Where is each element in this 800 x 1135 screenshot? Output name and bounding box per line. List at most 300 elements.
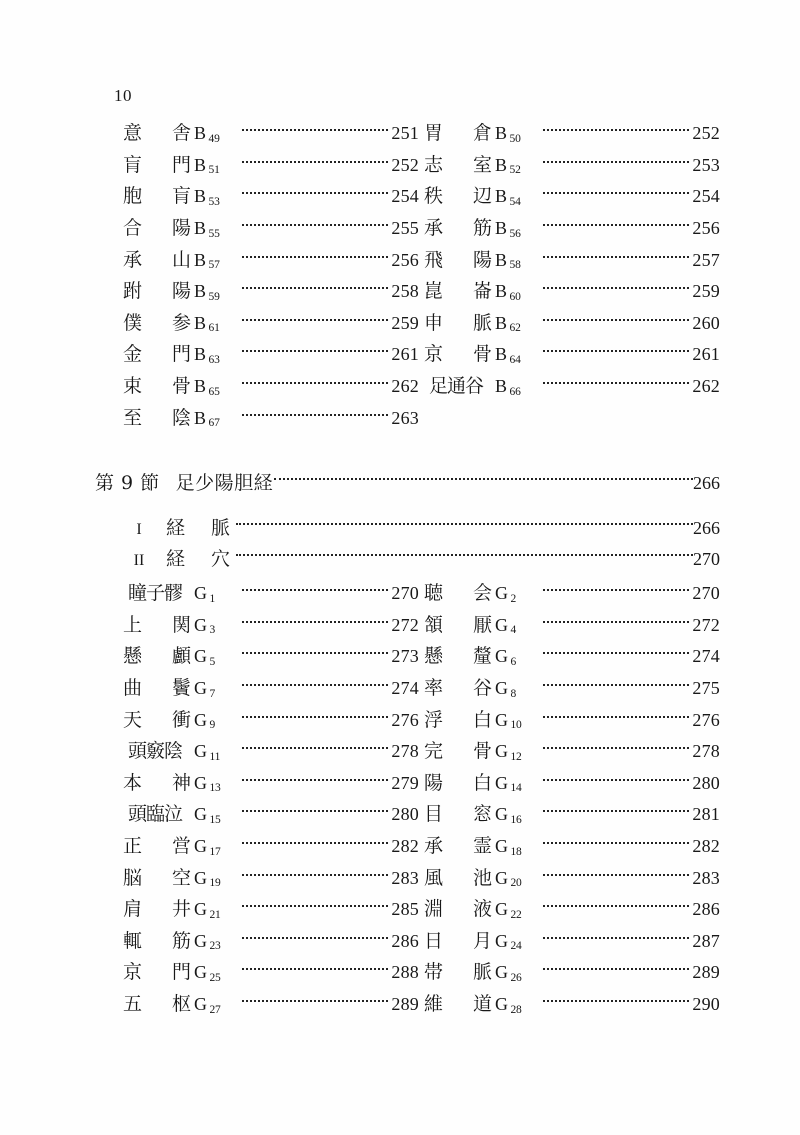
point-page-number: 263 <box>391 407 419 428</box>
toc-entry-row <box>118 118 720 150</box>
toc-entry-row <box>118 339 720 371</box>
dot-leader <box>242 410 388 424</box>
toc-entry[interactable] <box>118 868 419 889</box>
dot-leader <box>242 933 388 947</box>
point-code: G 16 <box>495 804 522 826</box>
point-name <box>419 929 495 952</box>
name-char: 経 <box>166 517 186 539</box>
subentry-numeral: II <box>133 552 145 569</box>
toc-entry-row <box>118 957 720 989</box>
dot-leader <box>242 775 388 789</box>
name-char: 倉 <box>472 122 492 145</box>
dot-leader <box>242 838 388 852</box>
toc-entry[interactable] <box>419 583 720 604</box>
point-code: G 11 <box>194 741 221 763</box>
point-page-number: 273 <box>391 646 419 667</box>
name-char: 神 <box>171 771 191 794</box>
name-char: 本 <box>123 771 143 794</box>
point-page-number: 276 <box>391 709 419 730</box>
point-page-number: 262 <box>391 376 419 397</box>
toc-entry[interactable] <box>419 615 720 636</box>
point-name <box>118 219 194 238</box>
point-code: G 3 <box>194 614 216 637</box>
point-code: B 58 <box>495 249 521 272</box>
dot-leader <box>543 806 689 820</box>
toc-entry[interactable] <box>118 804 419 825</box>
point-code: G 13 <box>194 772 221 795</box>
toc-entry-row <box>118 244 720 276</box>
point-name <box>118 406 194 429</box>
toc-entry-row <box>118 799 720 831</box>
toc-entry[interactable] <box>419 710 720 731</box>
point-code: G 22 <box>495 899 522 921</box>
toc-entry[interactable] <box>118 678 419 699</box>
point-code: G 21 <box>194 899 221 921</box>
point-page-number: 261 <box>391 344 419 365</box>
name-char: 曲 <box>123 677 143 700</box>
point-name <box>118 805 194 824</box>
dot-leader <box>242 188 388 202</box>
point-name <box>118 742 194 761</box>
point-page-number: 270 <box>391 583 419 604</box>
point-code: B 62 <box>495 312 521 335</box>
name-char: 肓 <box>171 185 191 208</box>
point-name <box>118 963 194 982</box>
dot-leader <box>236 550 693 565</box>
name-char: 脈 <box>210 517 230 539</box>
point-name <box>419 613 495 636</box>
point-name <box>118 248 194 271</box>
name-char: 五 <box>123 993 143 1016</box>
toc-entry-row <box>118 704 720 736</box>
name-char: 率 <box>424 677 444 700</box>
point-code: B 65 <box>194 376 220 398</box>
dot-leader <box>543 125 689 139</box>
point-name <box>118 124 194 143</box>
toc-subentry-keimyaku[interactable] <box>118 518 720 539</box>
point-code: B 60 <box>495 281 521 303</box>
toc-entry[interactable] <box>419 741 720 762</box>
point-code: G 12 <box>495 741 522 763</box>
point-name <box>118 613 194 636</box>
name-char: 空 <box>171 866 191 889</box>
point-name <box>118 153 194 176</box>
name-char: 泣 <box>164 803 184 826</box>
name-char: 脳 <box>123 866 143 889</box>
name-char: 飛 <box>424 248 444 271</box>
dot-leader <box>543 283 689 297</box>
point-page-number: 287 <box>692 930 720 951</box>
toc-entry-row <box>118 578 720 610</box>
point-name <box>419 282 495 301</box>
name-char: 液 <box>472 898 492 921</box>
toc-entry[interactable] <box>118 344 419 365</box>
point-name <box>118 929 194 952</box>
dot-leader <box>543 901 689 915</box>
point-page-number: 285 <box>391 899 419 920</box>
point-page-number: 258 <box>391 281 419 302</box>
toc-entry[interactable] <box>118 994 419 1015</box>
toc-entry-row <box>118 402 720 434</box>
toc-entry[interactable] <box>419 281 720 302</box>
name-char: 完 <box>424 740 444 763</box>
name-char: 懸 <box>424 645 444 668</box>
point-page-number: 282 <box>391 836 419 857</box>
toc-entry[interactable] <box>419 155 720 176</box>
toc-entry-row <box>118 371 720 403</box>
name-char: 営 <box>171 835 191 858</box>
toc-entry[interactable] <box>118 773 419 794</box>
point-name <box>419 995 495 1014</box>
toc-entry[interactable] <box>419 994 720 1015</box>
name-char: 室 <box>472 153 492 176</box>
point-page-number: 262 <box>692 376 720 397</box>
name-char: 陽 <box>171 217 191 240</box>
point-code: G 23 <box>194 930 221 953</box>
point-name <box>118 187 194 206</box>
point-page-number: 281 <box>692 804 720 825</box>
name-char: 申 <box>424 311 444 334</box>
point-page-number: 289 <box>391 994 419 1015</box>
point-page-number: 280 <box>692 772 720 793</box>
point-code: G 17 <box>194 836 221 858</box>
name-char: 骨 <box>472 343 492 366</box>
toc-entry[interactable] <box>419 773 720 794</box>
point-name <box>419 771 495 794</box>
point-name <box>118 866 194 889</box>
dot-leader <box>242 252 388 266</box>
name-char: 維 <box>424 993 444 1016</box>
name-char: 筋 <box>171 929 191 952</box>
point-page-number: 251 <box>391 123 419 144</box>
name-char: 脈 <box>472 961 492 984</box>
dot-leader <box>242 964 388 978</box>
point-name <box>118 345 194 364</box>
point-code: G 6 <box>495 646 517 668</box>
name-char: 白 <box>472 771 492 794</box>
name-char: 月 <box>472 929 492 952</box>
point-name <box>118 771 194 794</box>
toc-entry-block-gallbladder <box>118 578 720 1020</box>
toc-entry[interactable] <box>118 408 419 429</box>
point-code: B 61 <box>194 312 220 335</box>
toc-entry[interactable] <box>419 344 720 365</box>
subentry-numeral: I <box>136 521 142 538</box>
name-char: 頭 <box>127 803 147 826</box>
point-page-number: 283 <box>692 867 720 888</box>
dot-leader <box>543 680 689 694</box>
point-name <box>419 345 495 364</box>
point-page-number: 278 <box>391 741 419 762</box>
name-char: 足 <box>428 375 448 398</box>
name-char: 風 <box>424 866 444 889</box>
dot-leader <box>242 346 388 360</box>
point-page-number: 259 <box>391 312 419 333</box>
point-name <box>118 311 194 334</box>
toc-entry[interactable] <box>419 218 720 239</box>
point-code: B 66 <box>495 376 521 398</box>
name-char: 谷 <box>472 677 492 700</box>
point-code: G 14 <box>495 772 522 795</box>
name-char: 谷 <box>465 375 485 398</box>
point-page-number: 253 <box>692 154 720 175</box>
dot-leader <box>242 283 388 297</box>
name-char: 経 <box>166 548 186 570</box>
name-char: 帯 <box>424 961 444 984</box>
name-char: 胞 <box>123 185 143 208</box>
dot-leader <box>242 157 388 171</box>
toc-entry[interactable] <box>118 836 419 857</box>
point-code: G 25 <box>194 962 221 984</box>
point-page-number: 257 <box>692 249 720 270</box>
toc-entry[interactable] <box>118 281 419 302</box>
dot-leader <box>543 870 689 884</box>
dot-leader <box>543 346 689 360</box>
point-page-number: 256 <box>391 249 419 270</box>
name-char: 参 <box>171 311 191 334</box>
point-page-number: 278 <box>692 741 720 762</box>
point-code: G 18 <box>495 836 522 858</box>
name-char: 山 <box>171 248 191 271</box>
point-page-number: 272 <box>692 614 720 635</box>
point-page-number: 272 <box>391 614 419 635</box>
name-char: 胃 <box>424 122 444 145</box>
point-page-number: 279 <box>391 772 419 793</box>
point-name <box>419 866 495 889</box>
point-code: G 24 <box>495 930 522 953</box>
point-name <box>419 219 495 238</box>
toc-subentry-keiketsu[interactable] <box>118 549 720 570</box>
point-code: B 49 <box>194 123 220 145</box>
name-char: 京 <box>424 343 444 366</box>
name-char: 跗 <box>123 280 143 303</box>
point-name <box>419 153 495 176</box>
toc-entry[interactable] <box>419 868 720 889</box>
subentry-name <box>160 519 236 538</box>
point-code: B 56 <box>495 218 521 240</box>
name-char: 衝 <box>171 708 191 731</box>
section-heading-title: 足少陽胆経 <box>175 472 274 494</box>
point-page-number: 254 <box>391 186 419 207</box>
name-char: 崑 <box>424 280 444 303</box>
dot-leader <box>242 712 388 726</box>
dot-leader <box>242 870 388 884</box>
toc-entry[interactable] <box>419 931 720 952</box>
name-char: 脈 <box>472 311 492 334</box>
point-code: B 53 <box>194 186 220 208</box>
name-char: 竅 <box>145 740 165 763</box>
point-code: G 4 <box>495 614 517 637</box>
name-char: 陰 <box>171 406 191 429</box>
name-char: 秩 <box>424 185 444 208</box>
name-char: 聴 <box>424 582 444 605</box>
toc-entry-row <box>118 673 720 705</box>
name-char: 頭 <box>127 740 147 763</box>
point-code: G 28 <box>495 994 522 1016</box>
toc-entry[interactable] <box>419 804 720 825</box>
toc-entry-row <box>118 150 720 182</box>
toc-entry[interactable] <box>419 836 720 857</box>
point-name <box>419 963 495 982</box>
dot-leader <box>543 188 689 202</box>
name-char: 肩 <box>123 898 143 921</box>
point-name <box>419 900 495 919</box>
dot-leader <box>242 585 388 599</box>
name-char: 白 <box>472 708 492 731</box>
dot-leader <box>543 378 689 392</box>
toc-entry[interactable] <box>419 646 720 667</box>
toc-entry[interactable] <box>118 741 419 762</box>
toc-entry[interactable] <box>118 376 419 397</box>
name-char: 髎 <box>164 582 184 605</box>
point-page-number: 276 <box>692 709 720 730</box>
point-name <box>419 377 495 396</box>
point-code: B 50 <box>495 123 521 145</box>
name-char: 日 <box>424 929 444 952</box>
point-name <box>419 584 495 603</box>
name-char: 束 <box>123 375 143 398</box>
toc-entry[interactable] <box>118 218 419 239</box>
point-page-number: 282 <box>692 836 720 857</box>
dot-leader <box>242 315 388 329</box>
dot-leader <box>543 712 689 726</box>
toc-entry[interactable] <box>118 123 419 144</box>
point-name <box>118 995 194 1014</box>
dot-leader <box>236 519 693 534</box>
point-name <box>419 708 495 731</box>
toc-entry[interactable] <box>118 962 419 983</box>
name-char: 浮 <box>424 708 444 731</box>
point-name <box>118 377 194 396</box>
name-char: 懸 <box>123 645 143 668</box>
name-char: 陰 <box>164 740 184 763</box>
toc-entry[interactable] <box>118 931 419 952</box>
dot-leader <box>543 252 689 266</box>
toc-entry[interactable] <box>419 962 720 983</box>
name-char: 至 <box>123 406 143 429</box>
point-code: B 59 <box>194 281 220 303</box>
point-code: G 1 <box>194 583 216 605</box>
name-char: 子 <box>145 582 165 605</box>
name-char: 崙 <box>472 280 492 303</box>
toc-entry[interactable] <box>118 615 419 636</box>
point-code: G 27 <box>194 994 221 1016</box>
toc-entry-row <box>118 181 720 213</box>
name-char: 霊 <box>472 835 492 858</box>
dot-leader <box>242 617 388 631</box>
toc-entry-row <box>118 276 720 308</box>
dot-leader <box>242 996 388 1010</box>
toc-entry[interactable] <box>419 250 720 271</box>
dot-leader <box>543 157 689 171</box>
toc-entry[interactable] <box>419 186 720 207</box>
name-char: 合 <box>123 217 143 240</box>
name-char: 頷 <box>424 613 444 636</box>
subentry-name <box>160 550 236 569</box>
name-char: 池 <box>472 866 492 889</box>
point-name <box>118 679 194 698</box>
toc-entry-row <box>118 989 720 1021</box>
dot-leader <box>242 743 388 757</box>
dot-leader <box>274 473 693 489</box>
point-name <box>118 647 194 666</box>
toc-entry[interactable] <box>118 250 419 271</box>
point-name <box>419 124 495 143</box>
name-char: 輒 <box>123 929 143 952</box>
section-heading-page: 266 <box>693 473 720 493</box>
point-code: B 54 <box>495 186 521 208</box>
point-code: B 63 <box>194 344 220 366</box>
point-code: B 57 <box>194 249 220 272</box>
name-char: 門 <box>171 153 191 176</box>
section-heading[interactable] <box>95 468 720 495</box>
name-char: 井 <box>171 898 191 921</box>
toc-entry[interactable] <box>118 899 419 920</box>
toc-entry[interactable] <box>419 313 720 334</box>
toc-entry[interactable] <box>118 313 419 334</box>
toc-entry[interactable] <box>118 155 419 176</box>
name-char: 臨 <box>145 803 165 826</box>
point-code: G 15 <box>194 804 221 826</box>
name-char: 顱 <box>171 645 191 668</box>
dot-leader <box>242 901 388 915</box>
point-name <box>419 742 495 761</box>
name-char: 上 <box>123 613 143 636</box>
toc-entry[interactable] <box>118 583 419 604</box>
name-char: 舎 <box>171 122 191 145</box>
name-char: 志 <box>424 153 444 176</box>
dot-leader <box>543 617 689 631</box>
toc-entry[interactable] <box>419 899 720 920</box>
point-name <box>419 187 495 206</box>
toc-entry[interactable] <box>118 186 419 207</box>
toc-entry[interactable] <box>118 646 419 667</box>
toc-entry[interactable] <box>419 376 720 397</box>
name-char: 門 <box>171 961 191 984</box>
toc-entry[interactable] <box>419 678 720 699</box>
point-code: G 2 <box>495 583 517 605</box>
point-page-number: 259 <box>692 281 720 302</box>
dot-leader <box>543 933 689 947</box>
name-char: 骨 <box>171 375 191 398</box>
name-char: 僕 <box>123 311 143 334</box>
point-page-number: 289 <box>692 962 720 983</box>
section-heading-label: 第 9 節 <box>95 472 160 494</box>
point-code: G 7 <box>194 678 216 700</box>
dot-leader <box>242 648 388 662</box>
dot-leader <box>543 996 689 1010</box>
dot-leader <box>543 964 689 978</box>
dot-leader <box>543 648 689 662</box>
point-code: B 51 <box>194 154 220 177</box>
point-page-number: 256 <box>692 218 720 239</box>
point-name <box>118 900 194 919</box>
name-char: 京 <box>123 961 143 984</box>
name-char: 承 <box>123 248 143 271</box>
point-page-number: 252 <box>692 123 720 144</box>
point-code: G 10 <box>495 709 522 732</box>
toc-entry[interactable] <box>419 123 720 144</box>
dot-leader <box>543 585 689 599</box>
point-page-number: 255 <box>391 218 419 239</box>
name-char: 陽 <box>472 248 492 271</box>
name-char: 承 <box>424 217 444 240</box>
point-name <box>419 647 495 666</box>
name-char: 意 <box>123 122 143 145</box>
name-char: 筋 <box>472 217 492 240</box>
toc-entry[interactable] <box>118 710 419 731</box>
name-char: 穴 <box>210 548 230 570</box>
